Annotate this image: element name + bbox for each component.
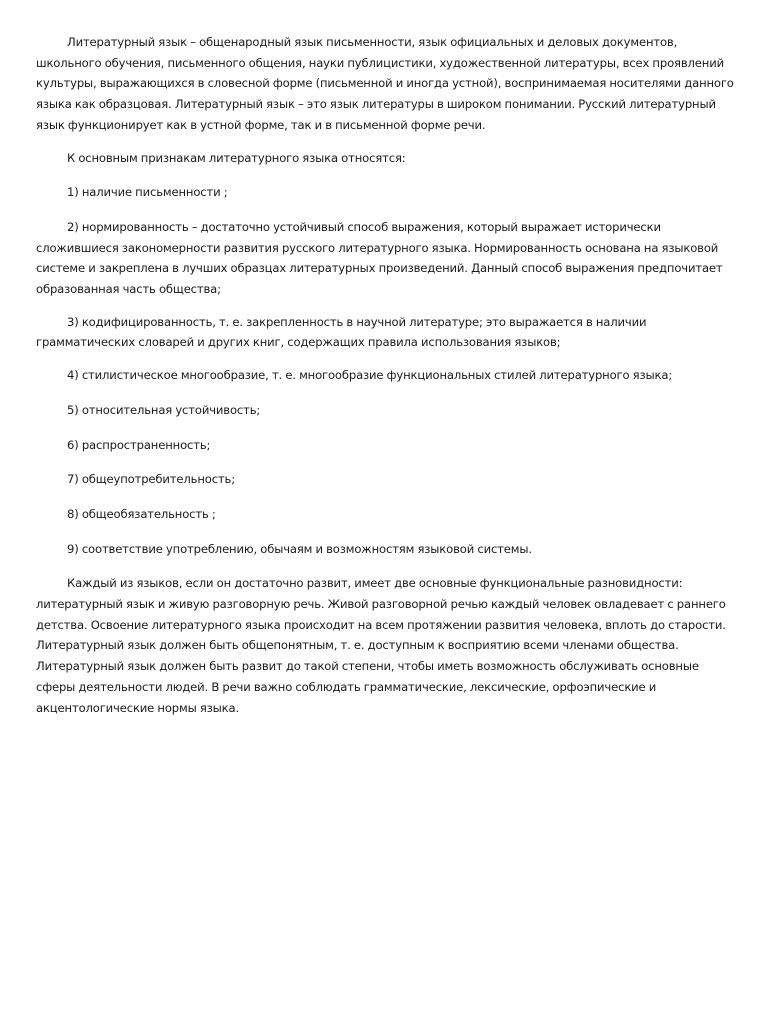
list-item-8: 8) общеобязательность ; bbox=[67, 506, 216, 521]
paragraph-conclusion: Каждый из языков, если он достаточно развит, имеет две основные функциональные разновидности: литературный язык и живую разговорную речь. Живой разговорной речью каждый человек овладевает с раннего детства. Освоение литературного языка происходит на всем протяжении развития человека, вплоть до старости. Литературный язык должен быть общепонятным, т. е. доступным к восприятию всеми членами общества. Литературный язык должен быть развит до такой степени, чтобы иметь возможность обслуживать основные сферы деятельности людей. В речи важно соблюдать грамматические, лексические, орфоэпические и акцентологические нормы языка. bbox=[36, 576, 726, 715]
list-item-6: 6) распространенность; bbox=[67, 437, 211, 452]
list-item-2: 2) нормированность – достаточно устойчивый способ выражения, который выражает исторически сложившиеся закономерности развития русского литературного языка. Нормированность основана на языковой системе и закреплена в лучших образцах литературных произведений. Данный способ выражения предпочитает образованная часть общества; bbox=[36, 219, 723, 297]
paragraph-definition: Литературный язык – общенародный язык письменности, язык официальных и деловых документов, школьного обучения, письменного общения, науки публицистики, художественной литературы, всех проявлений культуры, выражающихся в словесной форме (письменной и иногда устной), воспринимаемая носителями данного языка как образцовая. Литературный язык – это язык литературы в широком понимании. Русский литературный язык функционирует как в устной форме, так и в письменной форме речи. bbox=[36, 35, 734, 132]
list-item-5: 5) относительная устойчивость; bbox=[67, 402, 261, 417]
list-item-7: 7) общеупотребительность; bbox=[67, 472, 235, 487]
document-body bbox=[36, 32, 736, 730]
list-item-1: 1) наличие письменности ; bbox=[67, 185, 228, 200]
list-item-3: 3) кодифицированность, т. е. закрепленность в научной литературе; это выражается в наличии грамматических словарей и других книг, содержащих правила использования языков; bbox=[36, 314, 647, 350]
list-item-9: 9) соответствие употреблению, обычаям и возможностям языковой системы. bbox=[67, 541, 532, 556]
paragraph-features-intro: К основным признакам литературного языка относятся: bbox=[67, 150, 406, 165]
list-item-4: 4) стилистическое многообразие, т. е. многообразие функциональных стилей литературного языка; bbox=[67, 368, 673, 383]
